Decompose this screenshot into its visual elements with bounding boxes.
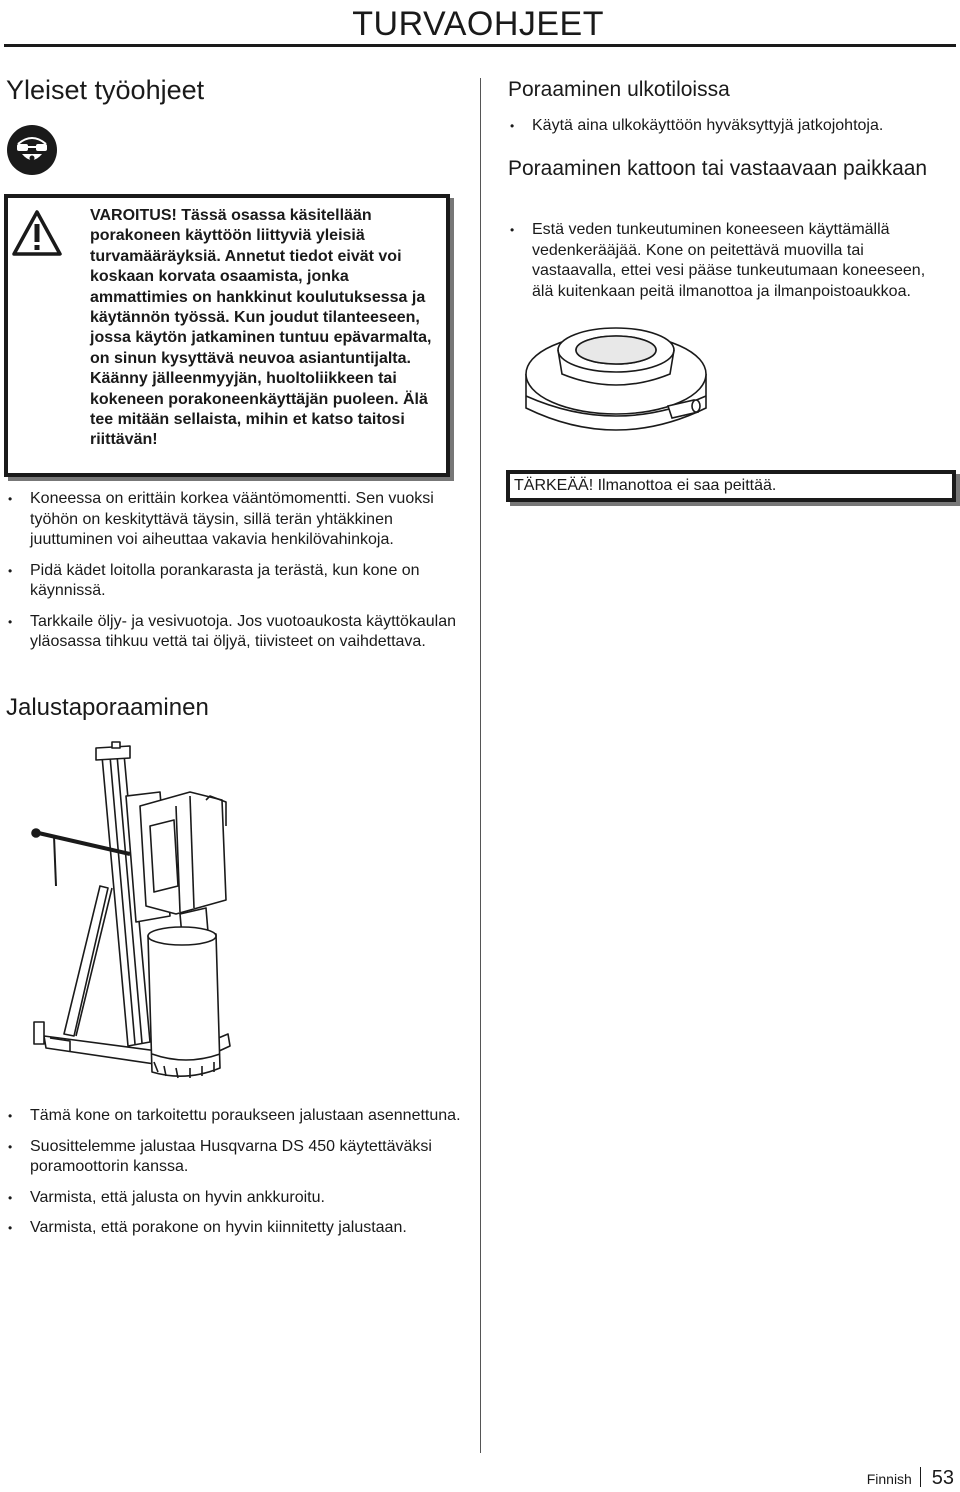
respirator-ppe-icon bbox=[6, 124, 58, 176]
page-title: TURVAOHJEET bbox=[352, 5, 604, 43]
outdoor-bullet-list bbox=[508, 116, 948, 137]
notice-text: TÄRKEÄÄ! Ilmanottoa ei saa peittää. bbox=[514, 477, 777, 494]
drill-stand-illustration bbox=[30, 736, 270, 1096]
footer-language: Finnish bbox=[866, 1471, 912, 1487]
footer-rule bbox=[920, 1467, 921, 1487]
ceiling-bullet-list bbox=[508, 220, 948, 302]
warning-text: VAROITUS! Tässä osassa käsitellään porakoneen käyttöön liittyviä yleisiä turvamääräyksiä. Annetut tiedot eivät voi koskaan korvata osaamista, jonka ammattimies on hankkinut koulutuksessa ja käytännön työssä. Kun joudut tilanteeseen, jossa käytön jatkaminen tuntuu epävarmalta, on sinun kysyttävä neuvoa asiantuntijalta. Käänny jälleenmyyjän, huoltoliikkeen tai kokeneen porakoneenkäyttäjän puoleen. Älä tee mitään sellaista, mihin et katso taitosi riittävän! bbox=[90, 207, 432, 449]
list-item: • Estä veden tunkeutuminen koneeseen käyttämällä vedenkerääjää. Kone on peitettävä muovilla tai vastaavalla, ettei vesi pääse tunkeutumaan koneeseen, älä kuitenkaan peitä ilmanottoa ja ilmanpoistoaukkoa. bbox=[508, 220, 948, 302]
heading-outdoor-drilling: Poraaminen ulkotiloissa bbox=[508, 78, 730, 101]
heading-stand-drilling: Jalustaporaaminen bbox=[6, 694, 209, 721]
header-rule bbox=[4, 44, 956, 47]
general-bullet-list bbox=[6, 489, 461, 663]
page-number: 53 bbox=[931, 1467, 954, 1489]
water-collector-illustration bbox=[518, 316, 714, 456]
column-divider bbox=[480, 78, 481, 1453]
list-item: • Pidä kädet loitolla porankarasta ja terästä, kun kone on käynnissä. bbox=[6, 561, 461, 602]
list-item: • Suosittelemme jalustaa Husqvarna DS 450 käytettäväksi poramoottorin kanssa. bbox=[6, 1137, 461, 1178]
stand-bullet-list bbox=[6, 1106, 461, 1249]
list-item: • Käytä aina ulkokäyttöön hyväksyttyjä jatkojohtoja. bbox=[508, 116, 948, 137]
list-item: • Varmista, että porakone on hyvin kiinnitetty jalustaan. bbox=[6, 1218, 461, 1239]
list-item: • Varmista, että jalusta on hyvin ankkuroitu. bbox=[6, 1188, 461, 1209]
heading-ceiling-drilling: Poraaminen kattoon tai vastaavaan paikkaan bbox=[508, 157, 928, 180]
page-footer bbox=[867, 1467, 954, 1490]
heading-general-instructions: Yleiset työohjeet bbox=[6, 75, 205, 105]
list-item: • Tarkkaile öljy- ja vesivuotoja. Jos vuotoaukosta käyttökaulan yläosassa tihkuu vettä tai öljyä, tiivisteet on vaihdettava. bbox=[6, 612, 461, 653]
warning-triangle-icon bbox=[12, 210, 62, 256]
list-item: • Tämä kone on tarkoitettu poraukseen jalustaan asennettuna. bbox=[6, 1106, 461, 1127]
list-item: • Koneessa on erittäin korkea vääntömomentti. Sen vuoksi työhön on keskityttävä täysin, sillä terän yhtäkkinen juuttuminen voi aiheuttaa vakavia henkilövahinkoja. bbox=[6, 489, 461, 551]
